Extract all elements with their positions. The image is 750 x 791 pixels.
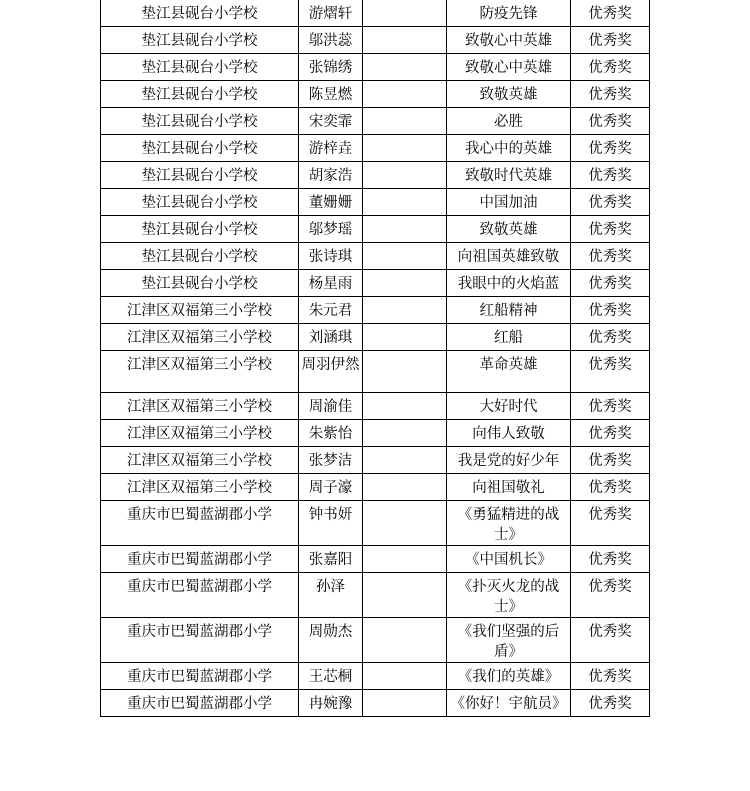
name-cell: 朱紫怡 [299,420,363,447]
award-cell: 优秀奖 [571,216,650,243]
title-cell: 致敬时代英雄 [447,162,571,189]
award-cell: 优秀奖 [571,474,650,501]
title-cell: 《勇猛精进的战士》 [447,501,571,546]
blank-cell [363,393,447,420]
table-row [101,447,650,474]
title-cell: 向伟人致敬 [447,420,571,447]
name-cell: 游梓垚 [299,135,363,162]
school-cell: 江津区双福第三小学校 [101,393,299,420]
blank-cell [363,324,447,351]
table-row [101,573,650,618]
blank-cell [363,135,447,162]
name-cell: 宋奕霏 [299,108,363,135]
blank-cell [363,108,447,135]
award-cell: 优秀奖 [571,618,650,663]
school-cell: 垫江县砚台小学校 [101,189,299,216]
title-cell: 我心中的英雄 [447,135,571,162]
school-cell: 重庆市巴蜀蓝湖郡小学 [101,573,299,618]
school-cell: 垫江县砚台小学校 [101,270,299,297]
awards-table [100,0,650,717]
award-cell: 优秀奖 [571,420,650,447]
blank-cell [363,474,447,501]
school-cell: 垫江县砚台小学校 [101,54,299,81]
table-row [101,270,650,297]
blank-cell [363,420,447,447]
school-cell: 重庆市巴蜀蓝湖郡小学 [101,690,299,717]
award-cell: 优秀奖 [571,81,650,108]
award-cell: 优秀奖 [571,54,650,81]
table-row [101,393,650,420]
award-cell: 优秀奖 [571,447,650,474]
award-cell: 优秀奖 [571,270,650,297]
table-row [101,216,650,243]
awards-table-body [101,0,650,717]
blank-cell [363,162,447,189]
award-cell: 优秀奖 [571,243,650,270]
title-cell: 致敬英雄 [447,81,571,108]
title-cell: 《扑灭火龙的战士》 [447,573,571,618]
title-cell: 《我们坚强的后盾》 [447,618,571,663]
title-cell: 红船 [447,324,571,351]
award-cell: 优秀奖 [571,324,650,351]
title-cell: 红船精神 [447,297,571,324]
title-cell: 《你好！宇航员》 [447,690,571,717]
blank-cell [363,54,447,81]
school-cell: 江津区双福第三小学校 [101,324,299,351]
title-cell: 防疫先锋 [447,0,571,27]
award-cell: 优秀奖 [571,393,650,420]
table-row [101,690,650,717]
award-cell: 优秀奖 [571,297,650,324]
award-cell: 优秀奖 [571,663,650,690]
name-cell: 冉婉豫 [299,690,363,717]
table-row [101,108,650,135]
school-cell: 江津区双福第三小学校 [101,474,299,501]
award-cell: 优秀奖 [571,27,650,54]
name-cell: 杨星雨 [299,270,363,297]
school-cell: 江津区双福第三小学校 [101,447,299,474]
title-cell: 必胜 [447,108,571,135]
blank-cell [363,690,447,717]
title-cell: 革命英雄 [447,351,571,393]
award-cell: 优秀奖 [571,690,650,717]
title-cell: 向祖国英雄致敬 [447,243,571,270]
table-row [101,546,650,573]
title-cell: 我眼中的火焰蓝 [447,270,571,297]
award-cell: 优秀奖 [571,546,650,573]
table-row [101,81,650,108]
table-row [101,27,650,54]
blank-cell [363,81,447,108]
name-cell: 王芯桐 [299,663,363,690]
name-cell: 张锦绣 [299,54,363,81]
blank-cell [363,216,447,243]
name-cell: 刘涵琪 [299,324,363,351]
blank-cell [363,270,447,297]
school-cell: 重庆市巴蜀蓝湖郡小学 [101,501,299,546]
award-cell: 优秀奖 [571,189,650,216]
award-cell: 优秀奖 [571,501,650,546]
title-cell: 《中国机长》 [447,546,571,573]
table-row [101,324,650,351]
title-cell: 致敬心中英雄 [447,54,571,81]
table-row [101,243,650,270]
table-row [101,162,650,189]
blank-cell [363,189,447,216]
name-cell: 周子濠 [299,474,363,501]
name-cell: 孙泽 [299,573,363,618]
title-cell: 我是党的好少年 [447,447,571,474]
title-cell: 致敬英雄 [447,216,571,243]
award-cell: 优秀奖 [571,573,650,618]
name-cell: 陈昱燃 [299,81,363,108]
name-cell: 邬洪蕊 [299,27,363,54]
school-cell: 重庆市巴蜀蓝湖郡小学 [101,618,299,663]
award-cell: 优秀奖 [571,162,650,189]
name-cell: 胡家浩 [299,162,363,189]
name-cell: 张梦洁 [299,447,363,474]
table-row [101,135,650,162]
school-cell: 垫江县砚台小学校 [101,0,299,27]
award-cell: 优秀奖 [571,135,650,162]
blank-cell [363,546,447,573]
title-cell: 中国加油 [447,189,571,216]
name-cell: 周勋杰 [299,618,363,663]
blank-cell [363,573,447,618]
table-row [101,351,650,393]
blank-cell [363,618,447,663]
table-row [101,663,650,690]
blank-cell [363,297,447,324]
school-cell: 垫江县砚台小学校 [101,27,299,54]
name-cell: 游熠轩 [299,0,363,27]
title-cell: 向祖国敬礼 [447,474,571,501]
table-row [101,474,650,501]
table-row [101,297,650,324]
award-cell: 优秀奖 [571,351,650,393]
school-cell: 重庆市巴蜀蓝湖郡小学 [101,663,299,690]
award-cell: 优秀奖 [571,0,650,27]
school-cell: 江津区双福第三小学校 [101,420,299,447]
blank-cell [363,351,447,393]
blank-cell [363,447,447,474]
school-cell: 垫江县砚台小学校 [101,81,299,108]
name-cell: 朱元君 [299,297,363,324]
table-row [101,54,650,81]
name-cell: 董姗姗 [299,189,363,216]
name-cell: 邬梦瑶 [299,216,363,243]
school-cell: 垫江县砚台小学校 [101,216,299,243]
title-cell: 大好时代 [447,393,571,420]
name-cell: 钟书妍 [299,501,363,546]
school-cell: 江津区双福第三小学校 [101,351,299,393]
school-cell: 江津区双福第三小学校 [101,297,299,324]
name-cell: 周羽伊然 [299,351,363,393]
blank-cell [363,243,447,270]
blank-cell [363,0,447,27]
title-cell: 《我们的英雄》 [447,663,571,690]
blank-cell [363,27,447,54]
school-cell: 垫江县砚台小学校 [101,108,299,135]
name-cell: 张诗琪 [299,243,363,270]
school-cell: 垫江县砚台小学校 [101,135,299,162]
title-cell: 致敬心中英雄 [447,27,571,54]
table-row [101,420,650,447]
name-cell: 周渝佳 [299,393,363,420]
table-row [101,501,650,546]
table-row [101,189,650,216]
school-cell: 垫江县砚台小学校 [101,162,299,189]
blank-cell [363,663,447,690]
award-cell: 优秀奖 [571,108,650,135]
school-cell: 垫江县砚台小学校 [101,243,299,270]
school-cell: 重庆市巴蜀蓝湖郡小学 [101,546,299,573]
table-row [101,618,650,663]
blank-cell [363,501,447,546]
name-cell: 张嘉阳 [299,546,363,573]
table-row [101,0,650,27]
